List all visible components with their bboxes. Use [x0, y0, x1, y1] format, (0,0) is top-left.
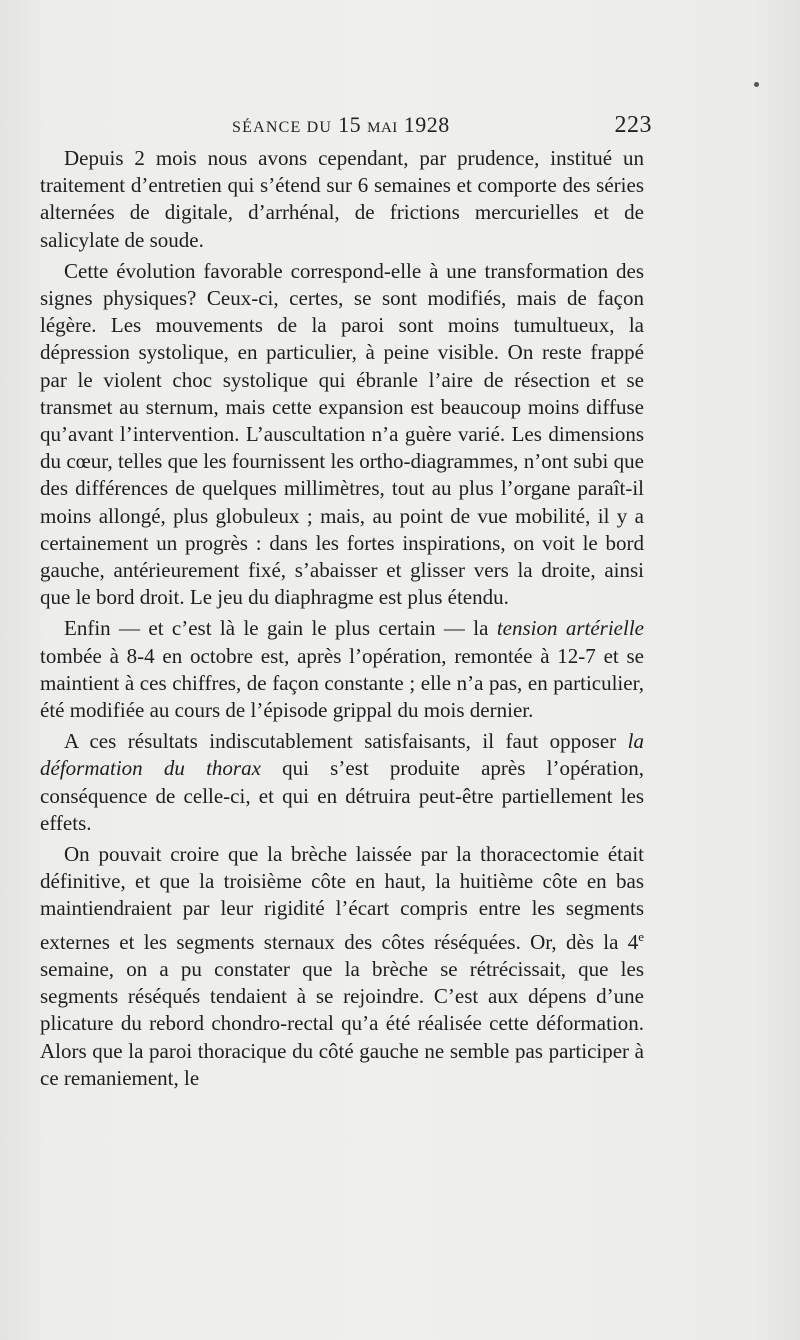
- running-head: [232, 112, 450, 138]
- paragraph-text: qui s’est produite après l’opération, conséquence de celle-ci, et qui en détruira peut-être partiellement les effets.: [40, 756, 644, 835]
- running-head-date: 15 mai 1928: [338, 112, 450, 137]
- ink-speck: [754, 82, 759, 87]
- italic-term: la déformation du thorax: [40, 729, 644, 781]
- body-text: [40, 145, 644, 1092]
- paragraph-thorax-deformation: [40, 728, 644, 837]
- paragraph-text: Enfin — et c’est là le gain le plus certain — la: [64, 616, 497, 641]
- paragraph-text: semaine, on a pu constater que la brèche se rétrécissait, que les segments réséqués tendaient à se rejoindre. C’est aux dépens d’une plicature du rebord chondro-rectal qu’a été réalisée cette déformation. Alors que la paroi thoracique du côté gauche ne semble pas participer à ce remaniement, le: [40, 956, 644, 1090]
- page-number: 223: [614, 112, 652, 138]
- paragraph-text: Depuis 2 mois nous avons cependant, par prudence, institué un traitement d’entretien qui s’étend sur 6 semaines et comporte des séries alternées de digitale, d’arrhénal, de frictions mercurielles et de salicylate de soude.: [40, 146, 644, 252]
- italic-term: tension artérielle: [496, 616, 644, 641]
- paragraph-text: A ces résultats indiscutablement satisfaisants, il faut opposer: [64, 729, 628, 754]
- paragraph-text: On pouvait croire que la brèche laissée par la thoracectomie était définitive, et que la troisième côte en haut, la huitième côte en bas maintiendraient par leur rigidité l’écart compris entre les segments externes et les segments sternaux des côtes réséquées. Or, dès la 4: [40, 842, 644, 954]
- paragraph-treatment: [40, 145, 644, 254]
- paragraph-blood-pressure: [40, 615, 644, 724]
- paragraph-text: Cette évolution favorable correspond-elle à une transformation des signes physiques? Ceux-ci, certes, se sont modifiés, mais de façon légère. Les mouvements de la paroi sont moins tumultueux, la dépression systolique, en particulier, à peine visible. On reste frappé par le violent choc systolique qui ébranle l’aire de résection et se transmet au sternum, mais cette expansion est beaucoup moins diffuse qu’avant l’intervention. L’auscultation n’a guère varié. Les dimensions du cœur, telles que les fournissent les ortho-diagrammes, n’ont subi que des différences de quelques millimètres, tout au plus l’organe paraît-il moins allongé, plus globuleux ; mais, au point de vue mobilité, il y a certainement un progrès : dans les fortes inspirations, on voit le bord gauche, antérieurement fixé, s’abaisser et glisser vers la droite, ainsi que le bord droit. Le jeu du diaphragme est plus étendu.: [40, 258, 644, 610]
- page-header: [232, 112, 652, 142]
- running-head-prefix: SÉANCE DU: [232, 119, 333, 136]
- ordinal-suffix: e: [638, 928, 644, 944]
- paragraph-physical-signs: [40, 258, 644, 612]
- paragraph-breach: [40, 841, 644, 1092]
- paragraph-text: tombée à 8-4 en octobre est, après l’opération, remontée à 12-7 et se maintient à ces chiffres, de façon constante ; elle n’a pas, en particulier, été modifiée au cours de l’épisode grippal du mois dernier.: [40, 643, 644, 723]
